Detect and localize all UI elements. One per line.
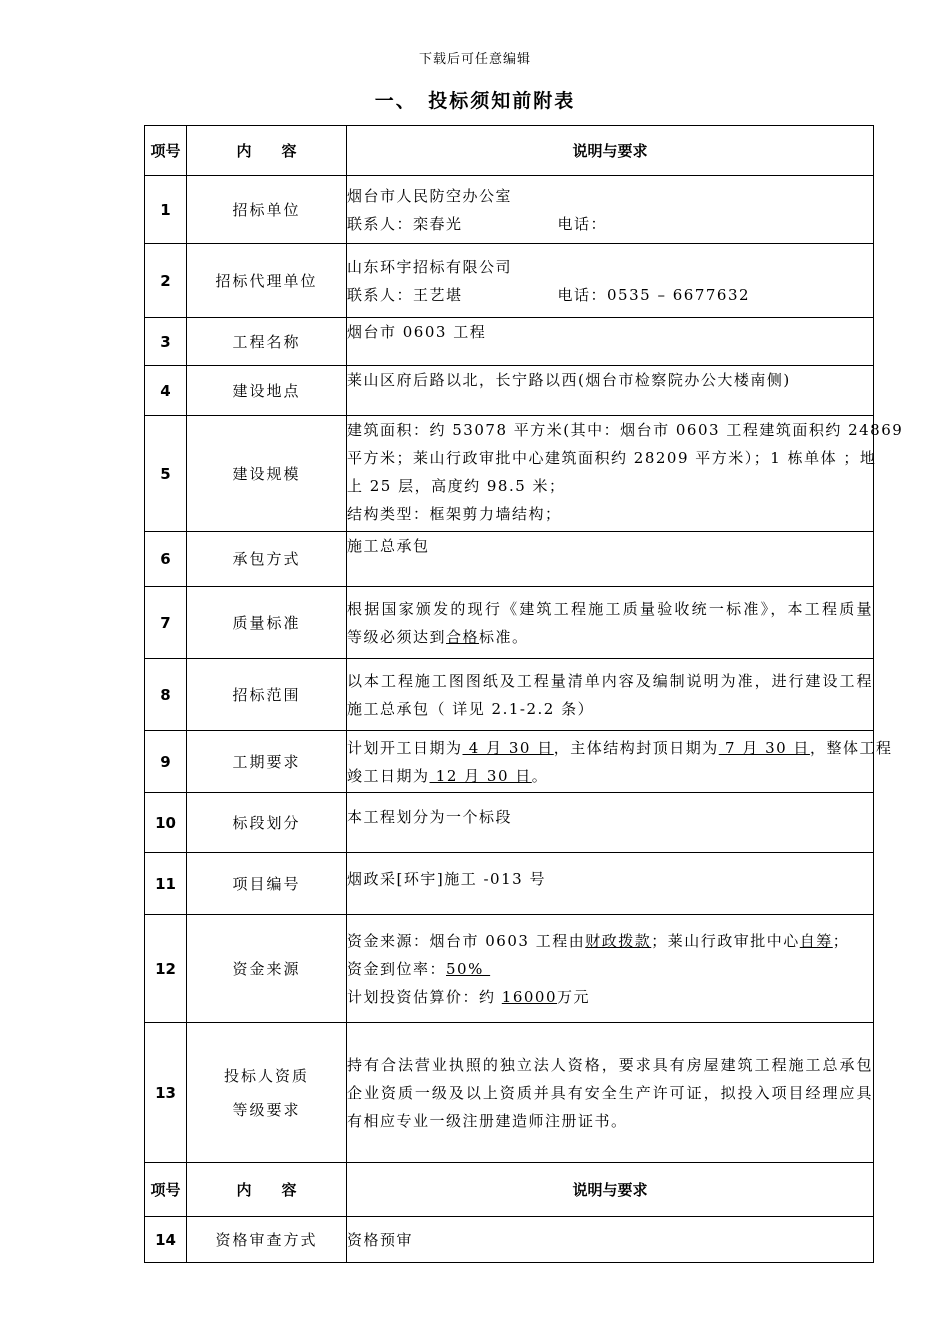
text-segment: 。 (531, 766, 549, 785)
text-segment: 竣工日期为 (347, 766, 430, 785)
table-row (145, 731, 874, 793)
row-desc (347, 793, 874, 853)
row-no: 5 (145, 416, 187, 532)
text-segment: 万元 (557, 987, 591, 1006)
underlined-text: 16000 (501, 987, 557, 1006)
table-row (145, 659, 874, 731)
row-desc (347, 659, 874, 731)
desc-line: 有相应专业一级注册建造师注册证书。 (347, 1111, 628, 1130)
row-no: 2 (145, 244, 187, 318)
table-header-row (145, 126, 874, 176)
row-item: 招标代理单位 (187, 244, 347, 318)
desc-line: 根据国家颁发的现行《建筑工程施工质量验收统一标准》，本工程质量 (347, 599, 873, 618)
table-row (145, 366, 874, 416)
row-item: 招标范围 (187, 659, 347, 731)
header-desc: 说明与要求 (347, 126, 874, 176)
row-no: 3 (145, 318, 187, 366)
row-no: 13 (145, 1023, 187, 1163)
desc-line: 施工总承包（ 详见 2.1-2.2 条） (347, 699, 595, 718)
text-segment: ，整体工程 (809, 738, 893, 757)
row-desc (347, 731, 893, 793)
header-item: 内 容 (187, 1163, 347, 1217)
table-row (145, 318, 874, 366)
table-row (145, 793, 874, 853)
row-item: 资金来源 (187, 915, 347, 1023)
desc-line: 结构类型：框架剪力墙结构； (347, 505, 562, 523)
desc-line (347, 623, 873, 651)
contact: 联系人：王艺堪 (347, 285, 463, 304)
desc-line (347, 210, 873, 238)
desc-line: 上 25 层，高度约 98.5 米； (347, 477, 566, 495)
text-segment: ，主体结构封顶日期为 (553, 738, 719, 757)
row-item: 招标单位 (187, 176, 347, 244)
row-no: 10 (145, 793, 187, 853)
header-note: 下载后可任意编辑 (418, 52, 531, 67)
table-row (145, 1023, 874, 1163)
desc-line: 持有合法营业执照的独立法人资格，要求具有房屋建筑工程施工总承包 (347, 1055, 873, 1074)
row-item: 承包方式 (187, 532, 347, 587)
desc-line (347, 734, 893, 762)
row-desc (347, 1023, 874, 1163)
text-segment: 标准。 (479, 627, 529, 646)
desc-line: 烟政采[环宇]施工 -013 号 (347, 870, 546, 888)
table-row (145, 244, 874, 318)
row-item: 质量标准 (187, 587, 347, 659)
row-no: 6 (145, 532, 187, 587)
text-segment: 计划投资估算价：约 (347, 987, 502, 1006)
document-title: 一、 投标须知前附表 (374, 90, 576, 112)
underlined-text: 财政拨款 (585, 931, 652, 950)
row-desc (347, 366, 874, 416)
row-desc (347, 587, 874, 659)
row-no: 1 (145, 176, 187, 244)
desc-line: 本工程划分为一个标段 (347, 808, 513, 826)
desc-line: 施工总承包 (347, 537, 430, 555)
desc-line: 以本工程施工图图纸及工程量清单内容及编制说明为准，进行建设工程 (347, 671, 873, 690)
table-row (145, 587, 874, 659)
row-desc (347, 532, 874, 587)
desc-line: 资格预审 (347, 1230, 414, 1249)
row-desc (347, 416, 904, 532)
phone: 电话： (557, 214, 608, 233)
row-item: 项目编号 (187, 853, 347, 915)
desc-line: 山东环宇招标有限公司 (347, 257, 513, 276)
row-no: 8 (145, 659, 187, 731)
row-item: 资格审查方式 (187, 1217, 347, 1263)
text-segment: 资金到位率： (347, 959, 447, 978)
desc-line: 烟台市人民防空办公室 (347, 186, 513, 205)
text-segment: ； (832, 931, 850, 950)
row-item: 工期要求 (187, 731, 347, 793)
table-header-row (145, 1163, 874, 1217)
table-row (145, 532, 874, 587)
text-segment: ；莱山行政审批中心 (651, 931, 800, 950)
header-desc: 说明与要求 (347, 1163, 874, 1217)
requirements-table (144, 125, 904, 1263)
table-row (145, 416, 874, 532)
row-desc (347, 915, 874, 1023)
underlined-text: 4 月 30 日 (462, 738, 554, 757)
table-row (145, 1217, 874, 1263)
header-item: 内 容 (187, 126, 347, 176)
row-desc (347, 853, 874, 915)
header-no: 项号 (145, 1163, 187, 1217)
underlined-text: 合格 (446, 627, 480, 646)
item-line: 投标人资质 (223, 1066, 309, 1085)
text-segment: 计划开工日期为 (347, 738, 463, 757)
desc-line: 平方米；莱山行政审批中心建筑面积约 28209 平方米）；1 栋单体 ；地 (347, 449, 877, 467)
table-row (145, 853, 874, 915)
table-row (145, 915, 874, 1023)
desc-line (347, 955, 873, 983)
desc-line (347, 762, 873, 790)
desc-line: 建筑面积：约 53078 平方米(其中：烟台市 0603 工程建筑面积约 24869 (347, 421, 904, 439)
table-row (145, 176, 874, 244)
row-item: 建设规模 (187, 416, 347, 532)
row-desc (347, 244, 874, 318)
row-desc (347, 176, 874, 244)
item-line: 等级要求 (232, 1100, 301, 1119)
row-item: 工程名称 (187, 318, 347, 366)
row-desc (347, 318, 874, 366)
contact: 联系人：栾春光 (347, 214, 463, 233)
row-no: 11 (145, 853, 187, 915)
header-no: 项号 (145, 126, 187, 176)
desc-line: 莱山区府后路以北，长宁路以西(烟台市检察院办公大楼南侧) (347, 371, 791, 389)
underlined-text: 自筹 (799, 931, 833, 950)
underlined-text: 50% (446, 959, 491, 978)
phone: 电话：0535 – 6677632 (557, 285, 751, 304)
row-item (187, 1023, 347, 1163)
row-item: 标段划分 (187, 793, 347, 853)
row-desc (347, 1217, 874, 1263)
desc-line (347, 983, 873, 1011)
text-segment: 等级必须达到 (347, 627, 447, 646)
desc-line: 烟台市 0603 工程 (347, 323, 487, 341)
row-no: 9 (145, 731, 187, 793)
row-item: 建设地点 (187, 366, 347, 416)
desc-line (347, 927, 873, 955)
desc-line (347, 281, 873, 309)
row-no: 14 (145, 1217, 187, 1263)
desc-line: 企业资质一级及以上资质并具有安全生产许可证，拟投入项目经理应具 (347, 1083, 873, 1102)
underlined-text: 12 月 30 日 (429, 766, 532, 785)
row-no: 12 (145, 915, 187, 1023)
underlined-text: 7 月 30 日 (718, 738, 810, 757)
row-no: 4 (145, 366, 187, 416)
row-no: 7 (145, 587, 187, 659)
text-segment: 资金来源：烟台市 0603 工程由 (347, 931, 586, 950)
